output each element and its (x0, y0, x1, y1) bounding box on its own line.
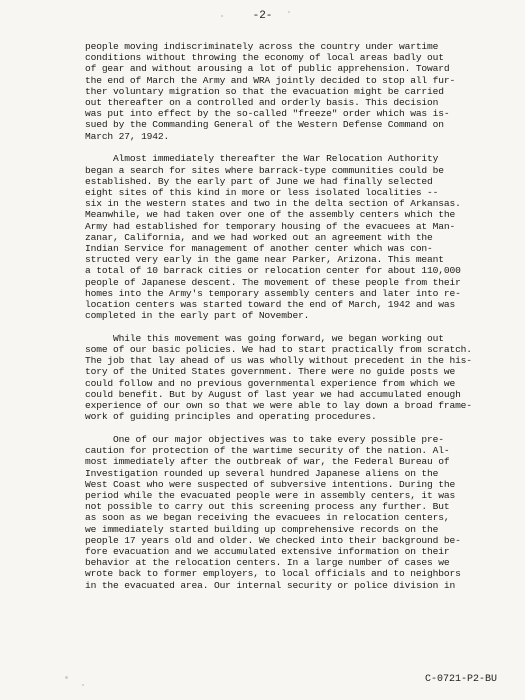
scan-speck (221, 15, 223, 17)
text-line: we immediately started building up comprehensive records on the (85, 523, 439, 535)
paragraph-relocation-sites (85, 153, 485, 321)
text-line: Meanwhile, we had taken over one of the assembly centers which the (85, 209, 456, 221)
text-line: a total of 10 barrack cities or relocation center for about 110,000 (85, 265, 461, 277)
text-line: people 17 years old and older. We checked into their background be- (85, 534, 461, 546)
scan-speck (82, 684, 84, 686)
text-line: ther voluntary migration so that the evacuation might be carried (85, 85, 444, 97)
text-line: wrote back to former employers, to local officials and to neighbors (85, 568, 461, 580)
text-line: some of our basic policies. We had to start practically from scratch. (85, 344, 472, 356)
text-line: could benefit. But by August of last year we had accumulated enough (85, 388, 461, 400)
text-line: of gear and without arousing a lot of public apprehension. Toward (85, 63, 450, 75)
text-line: Investigation rounded up several hundred Japanese aliens on the (85, 467, 439, 479)
text-line: work of guiding principles and operating procedures. (85, 411, 377, 423)
document-body (85, 41, 485, 602)
text-line: conditions without throwing the economy of local areas badly out (85, 52, 444, 64)
text-line: people moving indiscriminately across the country under wartime (85, 41, 439, 52)
text-line: March 27, 1942. (85, 130, 170, 142)
text-line: was put into effect by the so-called "freeze" order which was is- (85, 108, 450, 120)
text-line: could follow and no previous governmental experience from which we (85, 377, 456, 389)
text-line: completed in the early part of November. (85, 310, 310, 322)
text-line: caution for protection of the wartime security of the nation. Al- (85, 445, 450, 457)
scan-speck (255, 339, 258, 341)
text-line: Almost immediately thereafter the War Relocation Authority (85, 153, 439, 165)
text-line: location centers was started toward the end of March, 1942 and was (85, 298, 456, 310)
text-line: One of our major objectives was to take every possible pre- (85, 434, 444, 445)
text-line: not possible to carry out this screening process any further. But (85, 501, 450, 513)
scan-speck (65, 676, 68, 679)
text-line: The job that lay ahead of us was wholly without precedent in the his- (85, 355, 472, 367)
text-line: began a search for sites where barrack-type communities could be (85, 164, 444, 176)
text-line: homes into the Army's temporary assembly centers and later into re- (85, 287, 461, 299)
text-line: West Coast who were suspected of subversive intentions. During the (85, 478, 456, 490)
document-reference-code: C-0721-P2-BU (424, 674, 497, 685)
text-line: behavior at the relocation centers. In a large number of cases we (85, 557, 450, 569)
text-line: eight sites of this kind in more or less isolated localities -- (85, 186, 439, 198)
text-line: zanar, California, and we had worked out an agreement with the (85, 231, 433, 243)
text-line: most immediately after the outbreak of war, the Federal Bureau of (85, 456, 450, 468)
text-line: While this movement was going forward, we began working out (85, 332, 444, 344)
text-line: as soon as we began receiving the evacuees in relocation centers, (85, 512, 450, 524)
text-line: the end of March the Army and WRA jointly decided to stop all fur- (85, 74, 456, 86)
text-line: Indian Service for management of another center which was con- (85, 242, 433, 254)
text-line: in the evacuated area. Our internal security or police division in (85, 579, 456, 591)
text-line: Army had established for temporary housing of the evacuees at Man- (85, 220, 456, 232)
text-line: experience of our own so that we were able to lay down a broad frame- (85, 400, 472, 412)
scan-speck (288, 11, 290, 13)
paragraph-security-objectives (85, 434, 485, 591)
text-line: six in the western states and two in the delta section of Arkansas. (85, 198, 461, 210)
text-line: period while the evacuated people were in assembly centers, it was (85, 490, 456, 502)
page-number: -2- (252, 10, 273, 22)
text-line: established. By the early part of June we had finally selected (85, 175, 433, 187)
text-line: fore evacuation and we accumulated extensive information on their (85, 546, 450, 558)
text-line: tory of the United States government. There were no guide posts we (85, 366, 456, 378)
paragraph-basic-policies (85, 333, 485, 423)
text-line: sued by the Commanding General of the Western Defense Command on (85, 119, 444, 131)
text-line: people of Japanese descent. The movement of these people from their (85, 276, 461, 288)
text-line: structed very early in the game near Parker, Arizona. This meant (85, 254, 444, 266)
paragraph-evacuation-freeze (85, 41, 485, 142)
text-line: out thereafter on a controlled and orderly basis. This decision (85, 97, 439, 109)
